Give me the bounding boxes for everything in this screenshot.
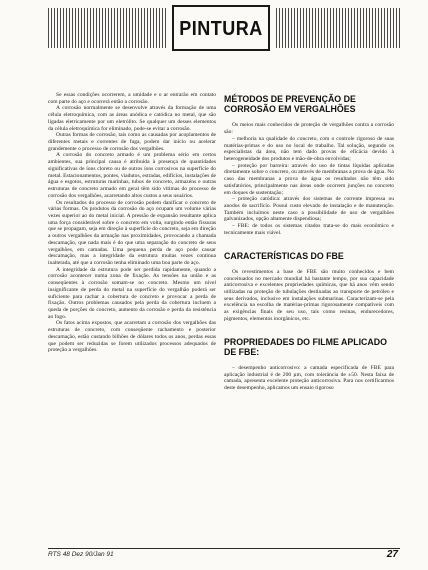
page-number: 27	[386, 549, 398, 560]
body-paragraph: – desempenho anticorrosivo: a camada especificada de FBE para aplicação industrial é de 200 µm, com tolerância de ±50. Nesta faixa de camada, apresenta excelente proteção anticorrosiva. Para nos certificarmos deste desempenho, aplicamos um ensaio rigoroso	[224, 364, 394, 392]
left-column	[48, 92, 216, 354]
section-spacer	[224, 237, 394, 251]
body-paragraph: Os fatos acima expostos, que acarretam a corrosão dos vergalhões das estruturas de concreto, com conseqüente rachamento e posterior descamação, estão custando bilhões de dólares todos os anos, perdas essas que podem ser reduzidas se forem utilizados processos adequados de proteção a vergalhões.	[48, 320, 216, 354]
body-paragraph: – melhoria na qualidade do concreto, com o controle rigoroso de suas matérias-primas e do uso no local de trabalho. Tal solução, segundo os especialistas da área, não tem dado provas de eficácia devido à heterogeneidade dos produtos e mão-de-obra envolvidas;	[224, 135, 394, 162]
footer-rule	[48, 548, 400, 549]
issue-label: RTS 48 Dez 90/Jan 91	[48, 551, 114, 558]
section-header-box	[172, 5, 270, 51]
right-column	[224, 94, 394, 392]
body-paragraph: – FBE: de todos os sistemas citados trata-se do mais econômico e tecnicamente mais viável.	[224, 223, 394, 236]
body-paragraph: A corrosão normalmente se desenvolve através da formação de uma célula eletroquímica, com as áreas anódica e catódica no metal, que são ligadas eletricamente por um eletrólito. Se qualquer um desses elementos da célula eletroquímica for eliminado, pode-se evitar a corrosão.	[48, 105, 216, 132]
body-paragraph: Se essas condições ocorrerem, a umidade e o ar entrarão em contato com parte do aço e ocorrerá então a corrosão.	[48, 92, 216, 105]
body-paragraph: – proteção por barreira: através do uso de tintas líquidas aplicadas diretamente sobre o concreto, ou através de membranas a prova de água. No caso das membranas a prova de água os resultados não têm sido satisfatórios, principalmente nas áreas onde ocorrem junções no concreto em doques de sustentação;	[224, 162, 394, 196]
section-spacer	[224, 323, 394, 337]
body-paragraph: A integridade da estrutura pode ser perdida rapidamente, quando a corrosão acontecer numa zona de fixação. As tensões na união e as conseqüentes à corrosão somam-se no concreto. Mesmo um nível insignificante de perda do metal na superfície do vergalhão poderá ser suficiente para rachar a cobertura de concreto e provocar a perda de fixação. Outros problemas causados pela perda da cobertura incluem a queda de porções do concreto, aumento da corrosão e perda da resistência ao fogo.	[48, 266, 216, 320]
subsection-heading: CARACTERÍSTICAS DO FBE	[224, 250, 344, 261]
body-paragraph: A corrosão do concreto armado é um problema sério em certos ambientes, sua principal causa é atribuída à presença de quantidades significativas de íons cloreto ou de outros íons corrosivos na superfície do metal. Estacionamentos, pontes, viadutos, estradas, edifícios, instalações de água e esgotos, estruturas marinhas, tubos de concreto, armazéns e outras estruturas de concreto armado em geral têm sido vítimas do processo de corrosão dos vergalhões, acarretando altos custos a seus usuários.	[48, 152, 216, 199]
header-hatch-right	[276, 8, 400, 48]
body-paragraph: Outras formas de corrosão, tais como as causadas por acoplamentos de diferentes metais e correntes de fuga, podem dar início ou acelerar grandemente o processo de corrosão dos vergalhões.	[48, 132, 216, 152]
body-paragraph: Os meios mais conhecidos de proteção de vergalhões contra a corrosão são:	[224, 122, 394, 136]
body-paragraph: – proteção catódica: através dos sistemas de corrente impressa ou anodos de sacrifício. Possui custo elevado de instalação e de manutenção. Também incluímos neste caso a possibilidade de uso de vergalhões galvanizados, opção altamente dispendiosa;	[224, 196, 394, 223]
section-title: PINTURA	[179, 15, 263, 39]
subsection-heading: MÉTODOS DE PREVENÇÃO DE CORROSÃO EM VERGALHÕES	[224, 94, 356, 115]
body-paragraph: Os resultados do processo de corrosão podem danificar o concreto de várias formas. Os produtos da corrosão do aço ocupam um volume várias vezes superior ao do metal inicial. A pressão de expansão resultante aplica uma força considerável sobre o concreto em volta, surgindo então fissuras que se propagam, seja em direção à superfície do concreto, seja em direção a outros vergalhões da armação nas proximidades, provocando a chamada descamação, que nada mais é do que uma separação do concreto de seus vergalhões, em camadas. Uma pequena perda de aço pode causar descamação, mas a integridade da estrutura muitas vezes continua inalterada, até que a corrosão tenha eliminado uma boa parte do aço.	[48, 199, 216, 266]
header-hatch-left	[48, 8, 166, 48]
subsection-heading: PROPRIEDADES DO FILME APLICADO DE FBE:	[224, 336, 387, 357]
body-paragraph: Os revestimentos a base de FBE são muito conhecidos e bem conceituados no mercado mundial há bastante tempo, por sua capacidade anticorrosiva e excelentes propriedades químicas, que há anos vêm sendo utilizadas na proteção de tubulações destinadas ao transporte de petróleo e seus derivados, inclusive em instalações submarinas. Caracterizam-se pela excelência na escolha de matérias-primas rigorosamente compatíveis com as exigências finais de seu uso, tais como resinas, endurecedores, pigmentos, elementos inorgânicos, etc.	[224, 268, 394, 322]
